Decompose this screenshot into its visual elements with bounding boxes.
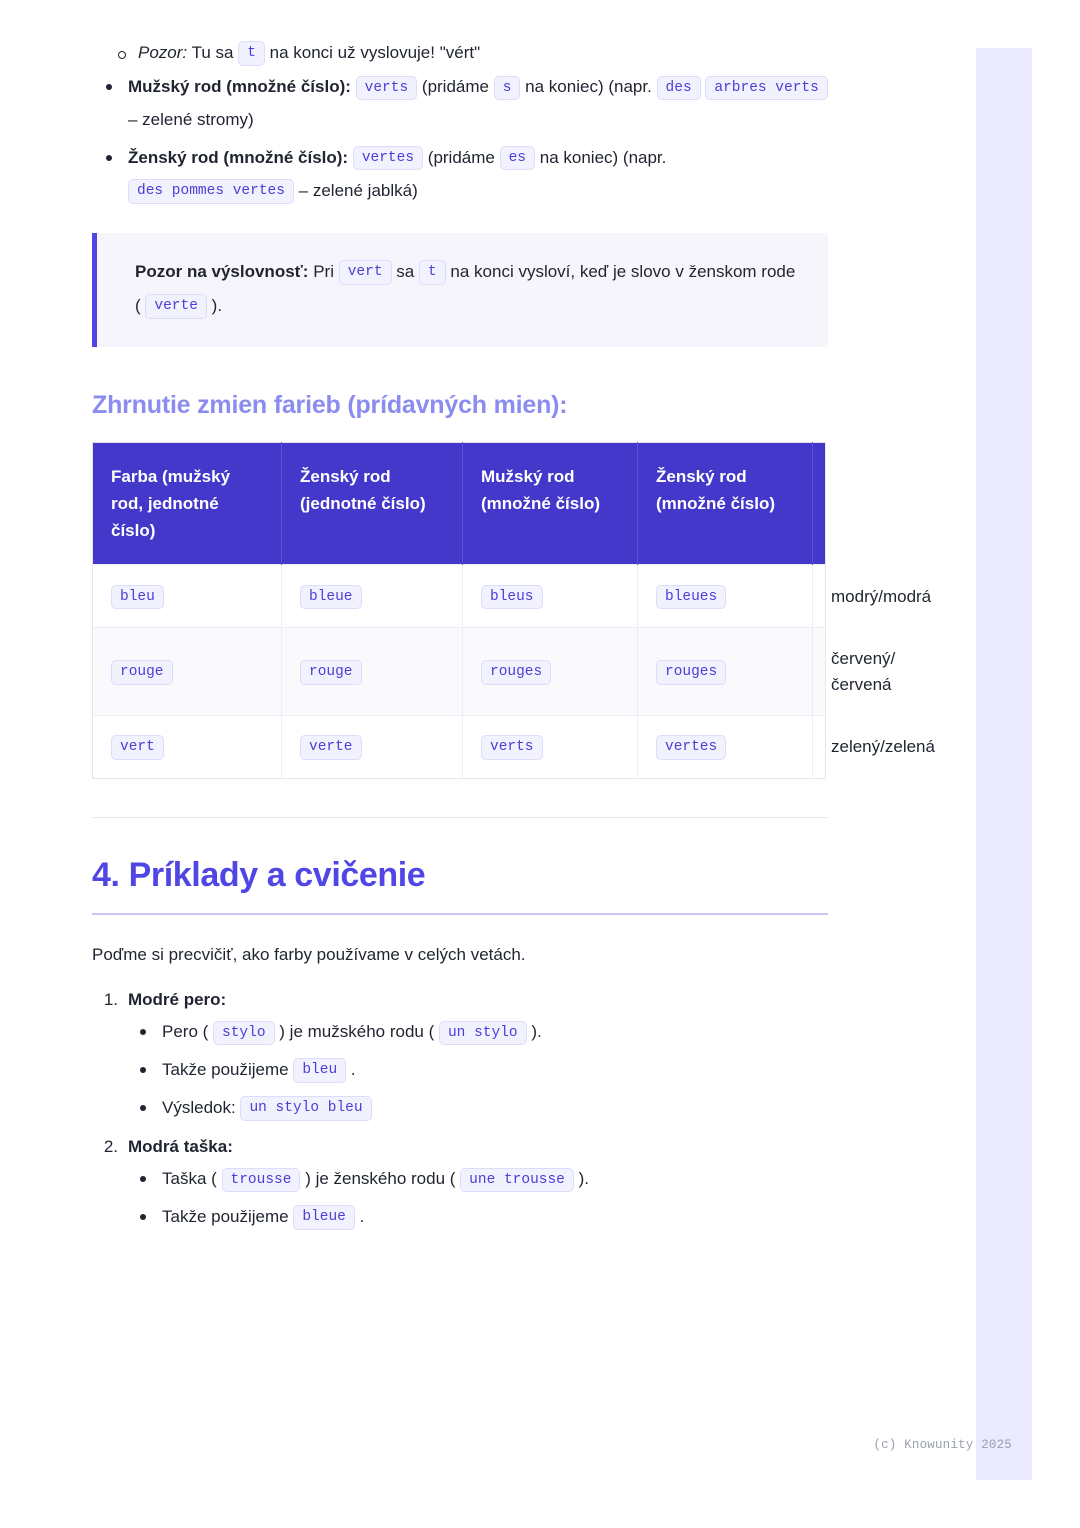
example-line xyxy=(128,1161,828,1197)
table-row xyxy=(93,628,826,716)
line-text-2: . xyxy=(350,1060,356,1080)
rule-mid-a: (pridáme xyxy=(427,147,495,167)
table-header-cell: Ženský rod (množné číslo) xyxy=(638,442,813,565)
word-chip: un stylo xyxy=(439,1021,527,1046)
callout-text-1: Pri xyxy=(313,261,334,281)
table-cell xyxy=(93,716,282,779)
divider xyxy=(92,817,828,818)
word-chip: verts xyxy=(481,735,543,760)
rule-example-a: des xyxy=(657,76,701,101)
rule-item-masculine-plural xyxy=(92,70,828,136)
rule-mid-b: na koniec) (napr. xyxy=(539,147,667,167)
page-title: 4. Príklady a cvičenie xyxy=(92,856,426,895)
pronunciation-callout xyxy=(92,233,828,347)
list-item xyxy=(92,990,828,1125)
callout-code-verte: verte xyxy=(145,294,207,319)
table-cell xyxy=(638,565,813,628)
list-item xyxy=(92,1137,828,1234)
table-cell xyxy=(282,628,463,716)
note-code-t: t xyxy=(238,41,265,66)
rule-mid-a: (pridáme xyxy=(421,77,489,97)
table-row xyxy=(93,716,826,779)
word-chip: rouge xyxy=(111,660,173,685)
note-prefix: Pozor: xyxy=(138,43,188,62)
word-chip: rouges xyxy=(656,660,726,685)
callout-text-4: ). xyxy=(211,295,223,315)
table-header-row xyxy=(93,442,826,565)
table-cell-translation: zelený/zelená xyxy=(813,716,826,779)
examples-list xyxy=(92,990,828,1234)
example-title: Modré pero: xyxy=(128,990,227,1010)
watermark: (c) Knowunity 2025 xyxy=(873,1438,1012,1452)
table-cell xyxy=(282,716,463,779)
rule-mid-b: na koniec) (napr. xyxy=(525,77,652,97)
table-row xyxy=(93,565,826,628)
word-chip: bleu xyxy=(293,1058,346,1083)
right-side-rail xyxy=(976,48,1032,1480)
word-chip: bleues xyxy=(656,585,726,610)
rule-tail: – zelené stromy) xyxy=(128,110,254,130)
rule-label: Ženský rod (množné číslo): xyxy=(128,147,349,167)
word-chip: une trousse xyxy=(460,1168,574,1193)
word-chip: bleue xyxy=(293,1205,355,1230)
rule-item-feminine-plural xyxy=(92,141,828,207)
line-text-1: Výsledok: xyxy=(162,1097,236,1117)
example-detail-list xyxy=(128,1161,828,1234)
table-cell xyxy=(93,565,282,628)
line-text-2: . xyxy=(359,1207,365,1227)
table-cell-translation: červený/ červená xyxy=(813,628,826,716)
callout-code-vert: vert xyxy=(339,260,392,285)
word-chip: trousse xyxy=(222,1168,301,1193)
callout-code-t: t xyxy=(419,260,446,285)
rule-suffix: s xyxy=(494,76,521,101)
callout-text-3: na konci vysloví, keď je slovo v ženskom rode ( xyxy=(135,261,796,315)
table-cell xyxy=(638,628,813,716)
table-cell xyxy=(93,628,282,716)
rule-form: vertes xyxy=(353,146,423,171)
table-header-cell: Ženský rod (jednotné číslo) xyxy=(282,442,463,565)
word-chip: bleu xyxy=(111,585,164,610)
line-text-1: Takže použijeme xyxy=(162,1060,289,1080)
section-intro: Poďme si precvičiť, ako farby používame v celých vetách. xyxy=(92,945,526,965)
rule-tail: – zelené jablká) xyxy=(298,180,418,200)
table-header-cell: Farba (mužský rod, jednotné číslo) xyxy=(93,442,282,565)
word-chip: rouge xyxy=(300,660,362,685)
callout-text-2: sa xyxy=(396,261,415,281)
callout-title: Pozor na výslovnosť: xyxy=(135,261,309,281)
word-chip: verte xyxy=(300,735,362,760)
word-chip: rouges xyxy=(481,660,551,685)
rule-label: Mužský rod (množné číslo): xyxy=(128,77,351,97)
table-header-cell: Mužský rod (množné číslo) xyxy=(463,442,638,565)
list-number: 1. xyxy=(103,990,118,1010)
line-text-3: ). xyxy=(531,1022,542,1042)
word-chip: un stylo bleu xyxy=(240,1096,371,1121)
example-line xyxy=(128,1052,828,1088)
line-text-2: ) je ženského rodu ( xyxy=(305,1169,456,1189)
document-content xyxy=(92,40,935,1247)
word-chip: vert xyxy=(111,735,164,760)
note-text-a: Tu sa xyxy=(191,43,234,62)
word-chip: vertes xyxy=(656,735,726,760)
rule-suffix: es xyxy=(500,146,535,171)
note-text-b: na konci už vyslovuje! "vért" xyxy=(269,43,481,62)
rule-example-b: arbres verts xyxy=(705,76,827,101)
example-detail-list xyxy=(128,1014,828,1125)
colors-summary-table xyxy=(92,442,935,779)
table-cell xyxy=(463,565,638,628)
line-text-1: Pero ( xyxy=(162,1022,209,1042)
word-chip: stylo xyxy=(213,1021,275,1046)
table-header-cell: Slovenský preklad xyxy=(813,442,826,565)
section-underline xyxy=(92,913,828,915)
example-line xyxy=(128,1090,828,1126)
table-cell xyxy=(463,716,638,779)
word-chip: bleus xyxy=(481,585,543,610)
word-chip: bleue xyxy=(300,585,362,610)
line-text-1: Takže použijeme xyxy=(162,1207,289,1227)
example-title: Modrá taška: xyxy=(128,1137,233,1157)
table-cell-translation: modrý/modrá xyxy=(813,565,826,628)
example-line xyxy=(128,1199,828,1235)
list-number: 2. xyxy=(103,1137,118,1157)
line-text-3: ). xyxy=(578,1169,590,1189)
table-cell xyxy=(463,628,638,716)
rule-form: verts xyxy=(356,76,418,101)
table-cell xyxy=(638,716,813,779)
rules-list xyxy=(92,70,828,207)
summary-heading: Zhrnutie zmien farieb (prídavných mien): xyxy=(92,390,568,419)
table-cell xyxy=(282,565,463,628)
pronunciation-note xyxy=(92,40,828,66)
rule-example-a: des pommes vertes xyxy=(128,179,294,204)
line-text-2: ) je mužského rodu ( xyxy=(279,1022,435,1042)
example-line xyxy=(128,1014,828,1050)
line-text-1: Taška ( xyxy=(162,1169,217,1189)
